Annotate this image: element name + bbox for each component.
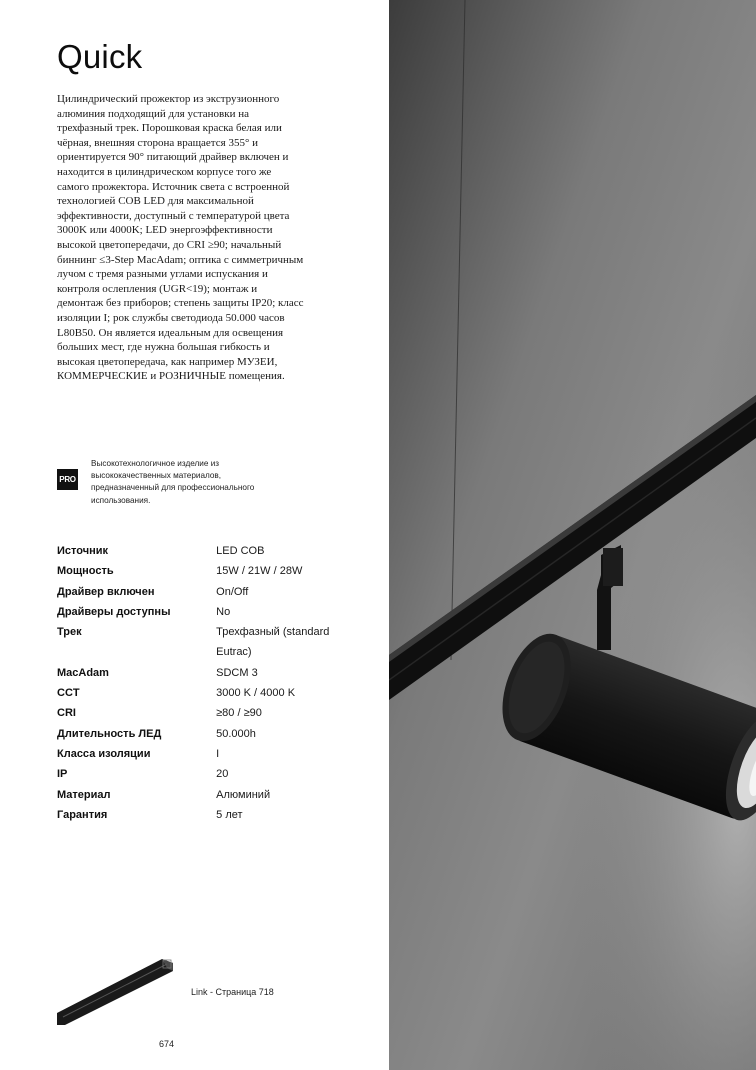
spec-row: [57, 744, 357, 764]
link-reference: Link - Страница 718: [191, 987, 274, 997]
spec-label: CRI: [57, 707, 76, 720]
product-photo: [389, 0, 756, 1070]
spec-label: Драйверы доступны: [57, 605, 171, 618]
spec-label: Класса изоляции: [57, 747, 151, 760]
spec-value: SDCM 3: [216, 666, 258, 679]
spec-value: Алюминий: [216, 788, 271, 801]
product-description: Цилиндрический прожектор из экструзионного алюминия подходящий для установки на трехфазный трек. Порошковая краска белая или чёрная, внешняя сторона вращается 355° и ориентируется 90° питающий драйвер включен и находится в цилиндрическом корпусе того же самого прожектора. Источник света с встроенной технологией COB LED для максимальной эффективности, доступный с температурой цвета 3000K или 4000K; LED энергоэффективности высокой цветопередачи, до CRI ≥90; начальный биннинг ≤3-Step MacAdam; оптика с симметричным лучом с тремя разными углами испускания и контроля ослепления (UGR<19); монтаж и демонтаж без приборов; степень защиты IP20; класс изоляции I; рок службы светодиода 50.000 часов L80B50. Он является идеальным для освещения больших мест, где нужна большая гибкость и высокая цветопередача, как например МУЗЕИ, КОММЕРЧЕСКИЕ и РОЗНИЧНЫЕ помещения.: [57, 93, 304, 383]
pro-description: Высокотехнологичное изделие из высококачественных материалов, предназначенный для профессионального использования.: [91, 459, 255, 505]
spec-label: Драйвер включен: [57, 585, 155, 598]
spec-row: [57, 703, 357, 723]
spec-row: [57, 683, 357, 703]
spec-label: IP: [57, 768, 68, 781]
spec-row: [57, 561, 357, 581]
spec-label: Материал: [57, 788, 111, 801]
spec-value: ≥80 / ≥90: [216, 707, 262, 720]
pro-icon: PRO: [57, 469, 78, 490]
spec-label: Трек: [57, 626, 82, 639]
spec-label: Мощность: [57, 565, 114, 578]
spec-row: [57, 582, 357, 602]
spec-value: 50.000h: [216, 727, 256, 740]
spec-value: 20: [216, 768, 229, 781]
spec-value: 5 лет: [216, 808, 243, 821]
spec-value: 3000 K / 4000 K: [216, 687, 296, 700]
track-rail-image: [57, 953, 182, 1025]
spec-label: Гарантия: [57, 808, 108, 821]
spec-value: 15W / 21W / 28W: [216, 565, 303, 578]
spec-value: On/Off: [216, 585, 249, 598]
page-number: 674: [159, 1039, 175, 1049]
spec-row: [57, 541, 357, 561]
spec-label: Источник: [57, 545, 109, 557]
spec-value: LED COB: [216, 545, 265, 557]
spec-value: I: [216, 747, 220, 760]
spec-row: [57, 663, 357, 683]
spec-label: CCT: [57, 687, 80, 700]
spec-row: [57, 602, 357, 622]
spec-value: No: [216, 605, 231, 618]
spec-row: [57, 764, 357, 784]
spec-table: [57, 541, 357, 825]
spec-row: [57, 622, 357, 663]
spec-value: Трехфазный (standard Eutrac): [216, 626, 330, 659]
spec-label: MacAdam: [57, 666, 109, 679]
spec-row: [57, 724, 357, 744]
spec-label: Длительность ЛЕД: [57, 727, 162, 740]
spec-row: [57, 785, 357, 805]
spec-row: [57, 805, 357, 825]
page-title: Quick: [57, 38, 143, 75]
